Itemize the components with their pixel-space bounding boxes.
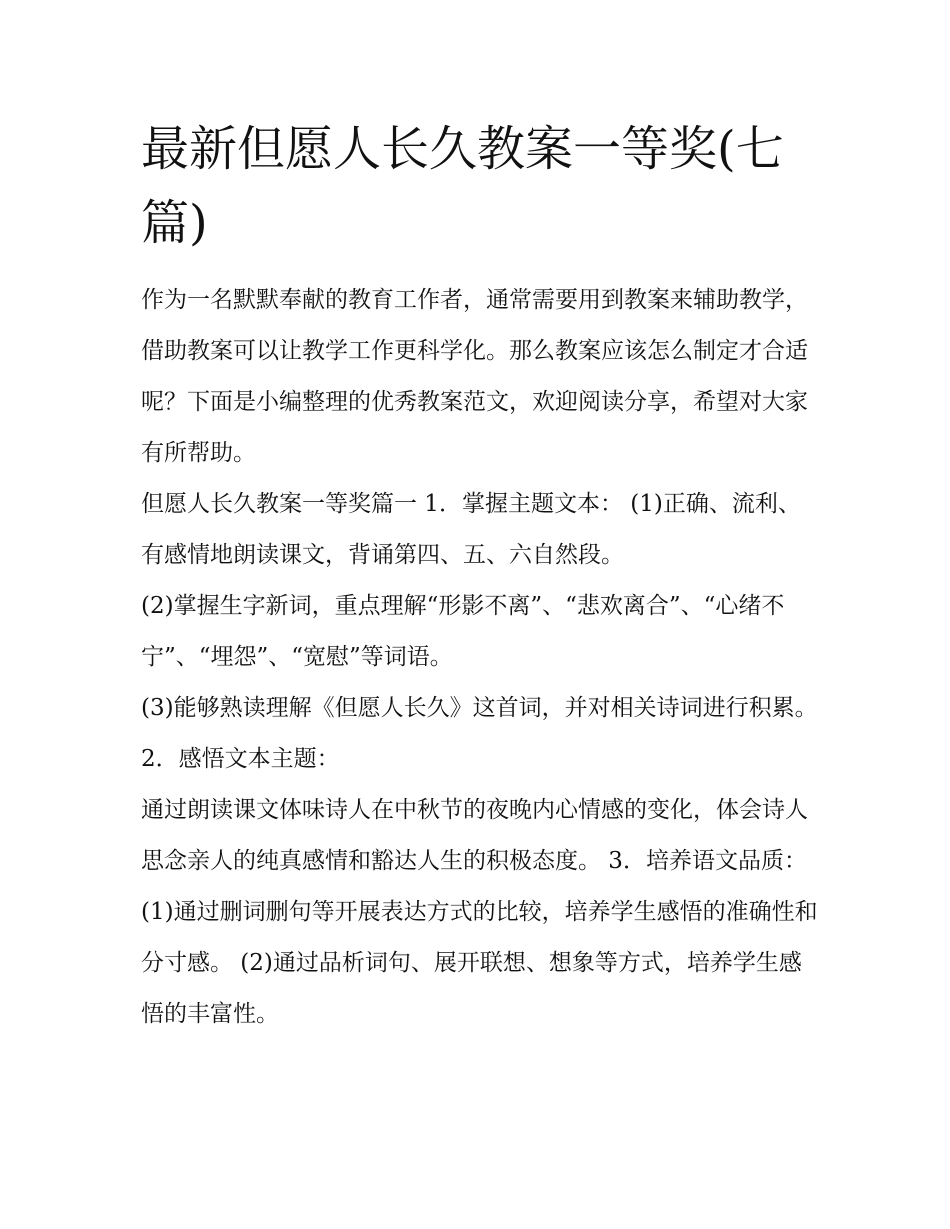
paragraph-quality: (1)通过删词删句等开展表达方式的比较，培养学生感悟的准确性和分寸感。 (2)通过品析词句、展开联想、想象等方式，培养学生感悟的丰富性。 (141, 899, 818, 1027)
paragraph-objective-3: (3)能够熟读理解《但愿人长久》这首词，并对相关诗词进行积累。 2．感悟文本主题： (141, 695, 818, 772)
document-title: 最新但愿人长久教案一等奖(七篇) (141, 121, 784, 251)
paragraph-objective-2: (2)掌握生字新词，重点理解“形影不离”、“悲欢离合”、“心绪不宁”、“埋怨”、“宽慰”等词语。 (141, 593, 785, 670)
paragraph-objective-1: 但愿人长久教案一等奖篇一 1．掌握主题文本： (1)正确、流利、有感情地朗读课文，背诵第四、五、六自然段。 (141, 491, 801, 568)
document-body (141, 275, 821, 1040)
paragraph-intro: 作为一名默默奉献的教育工作者，通常需要用到教案来辅助教学，借助教案可以让教学工作更科学化。那么教案应该怎么制定才合适呢？下面是小编整理的优秀教案范文，欢迎阅读分享，希望对大家有所帮助。 (141, 287, 808, 466)
paragraph-theme: 通过朗读课文体味诗人在中秋节的夜晚内心情感的变化，体会诗人思念亲人的纯真感情和豁达人生的积极态度。 3．培养语文品质： (141, 797, 808, 874)
